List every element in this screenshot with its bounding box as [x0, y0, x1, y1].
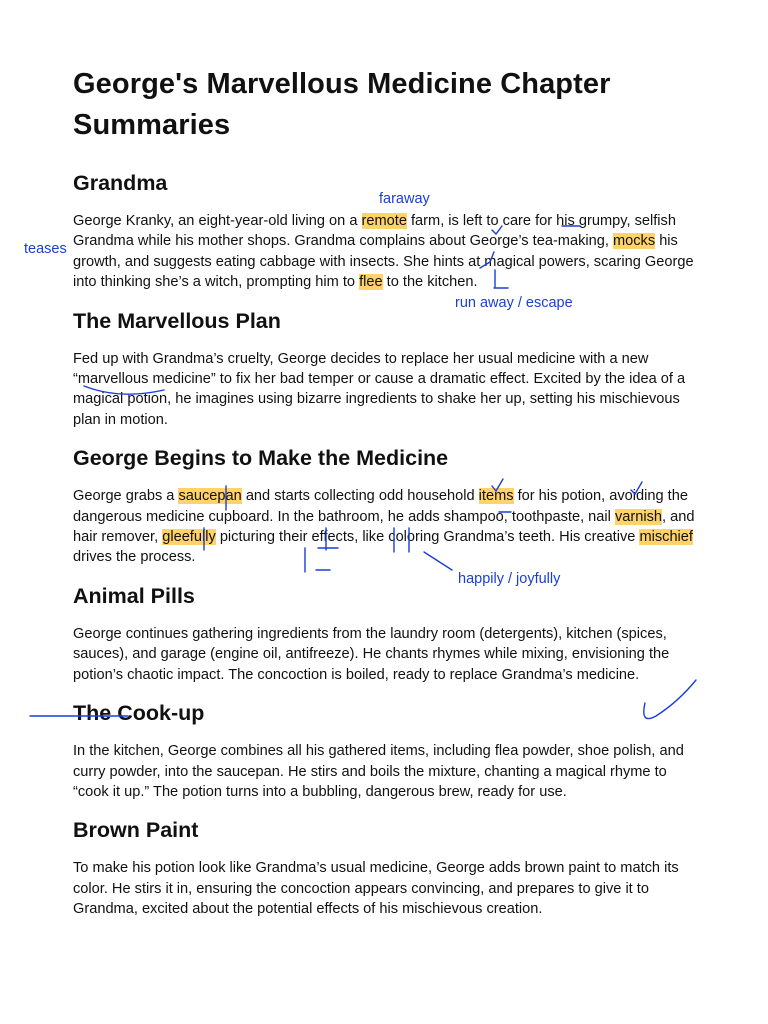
text-run: , and hair remover,	[73, 508, 695, 546]
highlighted-word: flee	[359, 274, 383, 291]
section-begins-medicine	[73, 443, 703, 568]
text-run: for his potion, avoiding the dangerous medicine cupboard. In the bathroom, he adds shampoo, toothpaste, nail	[73, 488, 688, 525]
section-paragraph: To make his potion look like Grandma’s usual medicine, George adds brown paint to match its color. He stirs it in, ensuring the concoction appears convincing, and prepares to give it to Grandma, excited about the potential effects of his mischievous creation.	[73, 860, 679, 918]
text-run: George grabs a	[73, 488, 179, 505]
text-run: George Kranky, an eight-year-old living on a	[73, 213, 362, 229]
highlighted-word: varnish	[614, 508, 662, 525]
text-run: and starts collecting odd household	[241, 488, 479, 505]
section-cook-up	[73, 698, 703, 802]
highlighted-word: mocks	[612, 233, 656, 250]
section-marvellous-plan	[73, 306, 703, 431]
section-paragraph	[73, 211, 703, 293]
text-run: picturing their effects, like coloring Grandma’s teeth. His creative	[215, 529, 640, 546]
section-heading: Grandma	[73, 171, 168, 195]
highlighted-word: gleefully	[162, 529, 216, 546]
highlighted-word: remote	[361, 213, 407, 229]
text-run: his growth, and suggests eating cabbage with insects. She hints at magical powers, scaring George into thinking she’s a witch, prompting him to	[73, 233, 694, 291]
annotation-teases: teases	[24, 241, 67, 257]
section-heading: The Cook-up	[73, 701, 205, 726]
section-paragraph: George continues gathering ingredients from the laundry room (detergents), kitchen (spices, sauces), and garage (engine oil, antifreeze). He chants rhymes while mixing, envisioning the potion’s chaotic impact. The concoction is boiled, ready to replace Grandma’s medicine.	[73, 625, 670, 683]
section-brown-paint	[73, 815, 703, 919]
text-run: to the kitchen.	[382, 274, 478, 291]
annotation-run-away: run away / escape	[455, 295, 573, 311]
annotation-faraway: faraway	[379, 191, 430, 207]
section-paragraph: In the kitchen, George combines all his gathered items, including flea powder, shoe polish, and curry powder, into the saucepan. He stirs and boils the mixture, chanting a magical rhyme to “cook it up.” The potion turns into a bubbling, dangerous brew, ready for use.	[73, 743, 684, 800]
text-run: drives the process.	[73, 549, 196, 566]
highlighted-word: mischief	[639, 529, 693, 546]
section-heading: Animal Pills	[73, 583, 195, 608]
highlighted-word: saucepan	[178, 488, 242, 505]
section-heading: Brown Paint	[73, 818, 199, 843]
section-animal-pills	[73, 581, 703, 685]
section-heading: The Marvellous Plan	[73, 308, 281, 333]
highlighted-word: items	[478, 488, 514, 505]
text-run: farm, is left to care for his grumpy, selfish Grandma while his mother shops. Grandma complains about George’s tea-making,	[73, 213, 676, 250]
section-paragraph: Fed up with Grandma’s cruelty, George decides to replace her usual medicine with a new “marvellous medicine” to fix her bad temper or cause a dramatic effect. Excited by the idea of a magical potion, he imagines using bizarre ingredients to shake her up, setting his mischievous plan in motion.	[73, 350, 686, 428]
section-paragraph	[73, 486, 703, 568]
section-heading: George Begins to Make the Medicine	[73, 446, 449, 471]
page-title: George's Marvellous Medicine Chapter Summaries	[73, 68, 611, 141]
section-grandma	[73, 168, 703, 293]
annotation-happily: happily / joyfully	[458, 571, 561, 587]
